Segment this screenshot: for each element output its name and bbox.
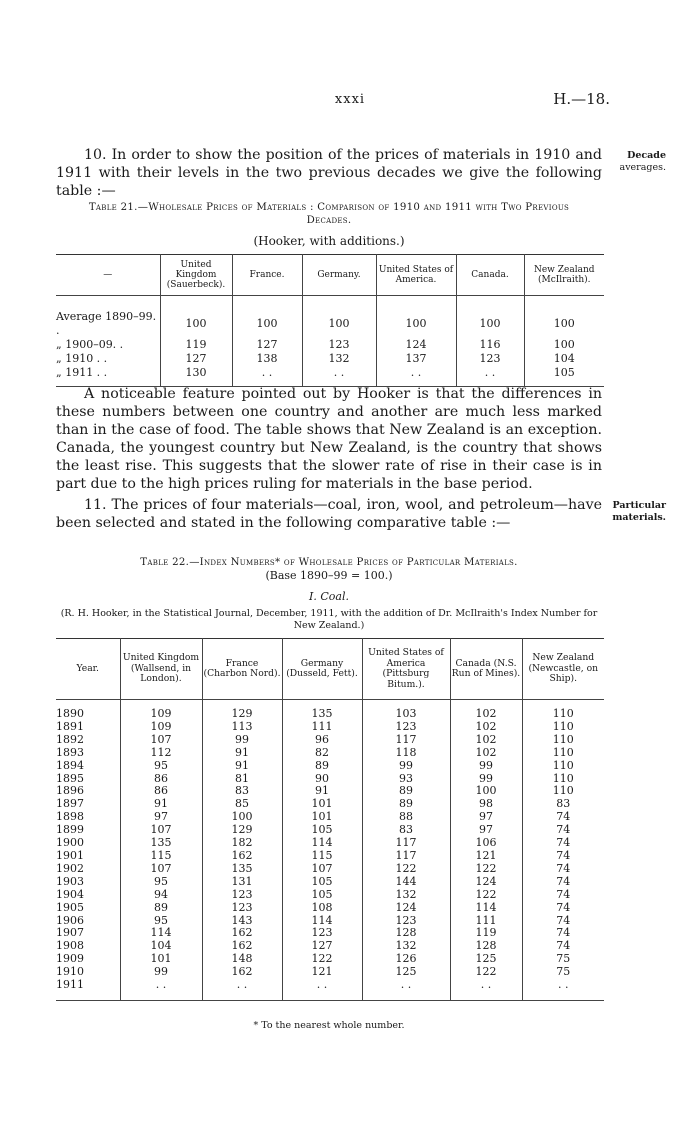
value-cell: 110	[522, 785, 604, 798]
value-cell: 119	[160, 338, 232, 352]
table-22-source	[56, 608, 602, 632]
table-row	[56, 296, 604, 339]
value-cell: 123	[202, 889, 282, 902]
value-cell: 100	[160, 296, 232, 339]
value-cell: 132	[302, 352, 376, 366]
value-cell: 86	[120, 773, 202, 786]
paragraph-noticeable-feature: A noticeable feature pointed out by Hooker is that the differences in these numbers between one country and another are much less marked than in the case of food. The table shows that New Zealand is an exception. Canada, the youngest country but New Zealand, is the country that shows the least rise. This suggests that the slower rate of rise in their case is in part due to the high prices ruling for materials in the base period.	[56, 386, 602, 492]
row-label-cell: 1895	[56, 771, 84, 785]
page-number: xxxi	[334, 92, 366, 107]
value-cell: 115	[282, 850, 362, 863]
value-cell: 89	[362, 785, 450, 798]
margin-note-particular-materials	[606, 500, 666, 524]
column-header: United States of America (Pittsburg Bitum.).	[362, 639, 450, 700]
column-header: Germany.	[302, 255, 376, 296]
column-header: United Kingdom (Wallsend, in London).	[120, 639, 202, 700]
value-cell: 129	[202, 824, 282, 837]
table-row	[56, 889, 604, 902]
value-cell: . .	[362, 979, 450, 1000]
row-label-cell: 1903	[56, 874, 84, 888]
value-cell: 100	[202, 811, 282, 824]
column-header: New Zealand (McIlraith).	[524, 255, 604, 296]
value-cell: 91	[120, 798, 202, 811]
value-cell: 111	[282, 721, 362, 734]
value-cell: 99	[450, 773, 522, 786]
value-cell: 127	[232, 338, 302, 352]
value-cell: 114	[282, 915, 362, 928]
value-cell: 118	[362, 747, 450, 760]
value-cell: 74	[522, 824, 604, 837]
value-cell: 97	[450, 811, 522, 824]
row-label-cell: „ 1911 . .	[56, 366, 108, 379]
value-cell: . .	[450, 979, 522, 1000]
value-cell: 144	[362, 876, 450, 889]
value-cell: 137	[376, 352, 456, 366]
value-cell: 117	[362, 850, 450, 863]
value-cell: 107	[120, 824, 202, 837]
row-label-cell: 1891	[56, 719, 84, 733]
value-cell: 110	[522, 773, 604, 786]
value-cell: 91	[202, 747, 282, 760]
value-cell: 110	[522, 747, 604, 760]
value-cell: 123	[202, 902, 282, 915]
value-cell: 162	[202, 927, 282, 940]
value-cell: 107	[282, 863, 362, 876]
value-cell: . .	[376, 366, 456, 387]
value-cell: 110	[522, 700, 604, 721]
row-label-cell: 1890	[56, 707, 84, 720]
value-cell: 97	[120, 811, 202, 824]
value-cell: . .	[202, 979, 282, 1000]
value-cell: 127	[282, 940, 362, 953]
column-header: Canada.	[456, 255, 524, 296]
row-label-cell: „ 1910 . .	[56, 352, 108, 365]
table-row	[56, 876, 604, 889]
value-cell: 94	[120, 889, 202, 902]
value-cell: . .	[522, 979, 604, 1000]
row-label-cell: 1899	[56, 823, 84, 837]
paragraph-section-11: 11. The prices of four materials—coal, iron, wool, and petroleum—have been selected and stated in the following comparative table :—	[56, 497, 602, 531]
value-cell: 99	[450, 760, 522, 773]
value-cell: 106	[450, 837, 522, 850]
value-cell: 100	[524, 296, 604, 339]
value-cell: 90	[282, 773, 362, 786]
value-cell: 100	[456, 296, 524, 339]
value-cell: 101	[120, 953, 202, 966]
value-cell: 121	[282, 966, 362, 979]
value-cell: 89	[362, 798, 450, 811]
value-cell: 123	[362, 721, 450, 734]
value-cell: . .	[120, 979, 202, 1000]
value-cell: 102	[450, 721, 522, 734]
value-cell: 74	[522, 863, 604, 876]
value-cell: 115	[120, 850, 202, 863]
value-cell: 110	[522, 721, 604, 734]
row-label-cell: 1893	[56, 745, 84, 759]
value-cell: 128	[362, 927, 450, 940]
value-cell: 93	[362, 773, 450, 786]
value-cell: 107	[120, 863, 202, 876]
value-cell: 113	[202, 721, 282, 734]
value-cell: . .	[282, 979, 362, 1000]
value-cell: 132	[362, 889, 450, 902]
value-cell: 121	[450, 850, 522, 863]
value-cell: 124	[376, 338, 456, 352]
value-cell: 138	[232, 352, 302, 366]
value-cell: 98	[450, 798, 522, 811]
value-cell: 100	[450, 785, 522, 798]
table-header-row	[56, 639, 604, 700]
value-cell: . .	[232, 366, 302, 387]
value-cell: 74	[522, 940, 604, 953]
margin-note-line: averages.	[619, 162, 666, 173]
row-label-cell: 1897	[56, 797, 84, 811]
value-cell: . .	[302, 366, 376, 387]
value-cell: 83	[522, 798, 604, 811]
column-header: France.	[232, 255, 302, 296]
value-cell: 126	[362, 953, 450, 966]
value-cell: 89	[282, 760, 362, 773]
column-header: New Zealand (Newcastle, on Ship).	[522, 639, 604, 700]
value-cell: 182	[202, 837, 282, 850]
value-cell: 129	[202, 700, 282, 721]
row-label-cell: 1894	[56, 758, 84, 772]
table-21-title	[56, 201, 602, 227]
row-label-cell: 1896	[56, 784, 84, 798]
value-cell: 74	[522, 850, 604, 863]
value-cell: 128	[450, 940, 522, 953]
table-22-title: Table 22.—Index Numbers* of Wholesale Prices of Particular Materials.	[140, 557, 518, 568]
value-cell: 99	[202, 734, 282, 747]
value-cell: 125	[362, 966, 450, 979]
value-cell: 97	[450, 824, 522, 837]
value-cell: 110	[522, 760, 604, 773]
table-row	[56, 760, 604, 773]
row-label-cell: 1910	[56, 965, 84, 979]
value-cell: 88	[362, 811, 450, 824]
value-cell: 82	[282, 747, 362, 760]
value-cell: 117	[362, 837, 450, 850]
value-cell: 111	[450, 915, 522, 928]
value-cell: 124	[450, 876, 522, 889]
column-header: United Kingdom (Sauerbeck).	[160, 255, 232, 296]
column-header: Canada (N.S. Run of Mines).	[450, 639, 522, 700]
value-cell: 104	[524, 352, 604, 366]
row-label-cell: 1900	[56, 836, 84, 850]
value-cell: 130	[160, 366, 232, 387]
value-cell: 143	[202, 915, 282, 928]
margin-note-decade-averages	[606, 150, 666, 174]
value-cell: 132	[362, 940, 450, 953]
column-header: France (Charbon Nord).	[202, 639, 282, 700]
value-cell: 105	[282, 889, 362, 902]
table-row	[56, 721, 604, 734]
table-21-title-line: Table 21.—Wholesale Prices of Materials : Comparison of 1910 and 1911 with Two Previous	[88, 202, 570, 213]
value-cell: 100	[302, 296, 376, 339]
value-cell: 74	[522, 837, 604, 850]
value-cell: 162	[202, 850, 282, 863]
margin-note-line: materials.	[612, 512, 666, 523]
value-cell: 100	[232, 296, 302, 339]
column-header: —	[103, 270, 113, 280]
value-cell: 109	[120, 700, 202, 721]
table-21	[56, 254, 604, 387]
paragraph-section-10: 10. In order to show the position of the prices of materials in 1910 and 1911 with their levels in the two previous decades we give the following table :—	[56, 147, 602, 199]
value-cell: 105	[282, 876, 362, 889]
value-cell: 100	[524, 338, 604, 352]
value-cell: 122	[362, 863, 450, 876]
table-22-source-line: (R. H. Hooker, in the Statistical Journal, December, 1911, with the addition of Dr. McIlraith's Index Number for	[60, 608, 598, 619]
value-cell: 74	[522, 927, 604, 940]
value-cell: 91	[202, 760, 282, 773]
table-row	[56, 966, 604, 979]
value-cell: 135	[120, 837, 202, 850]
table-row	[56, 773, 604, 786]
value-cell: 91	[282, 785, 362, 798]
table-row	[56, 338, 604, 352]
table-row	[56, 863, 604, 876]
table-row	[56, 979, 604, 1000]
row-label-cell: 1901	[56, 848, 84, 862]
value-cell: 81	[202, 773, 282, 786]
value-cell: 105	[282, 824, 362, 837]
value-cell: 162	[202, 966, 282, 979]
value-cell: 101	[282, 798, 362, 811]
table-22-source-line: New Zealand.)	[293, 620, 365, 631]
value-cell: 99	[120, 966, 202, 979]
value-cell: 122	[450, 966, 522, 979]
value-cell: 114	[450, 902, 522, 915]
value-cell: 86	[120, 785, 202, 798]
value-cell: 109	[120, 721, 202, 734]
table-row	[56, 747, 604, 760]
value-cell: 74	[522, 889, 604, 902]
row-label-cell: 1892	[56, 732, 84, 746]
value-cell: 135	[282, 700, 362, 721]
column-header: United States of America.	[376, 255, 456, 296]
value-cell: 100	[376, 296, 456, 339]
column-header: Germany (Dusseld, Fett).	[282, 639, 362, 700]
row-label-cell: 1907	[56, 926, 84, 940]
value-cell: 123	[456, 352, 524, 366]
value-cell: 135	[202, 863, 282, 876]
margin-note-line: Particular	[612, 500, 666, 511]
value-cell: 112	[120, 747, 202, 760]
value-cell: 104	[120, 940, 202, 953]
value-cell: 122	[282, 953, 362, 966]
table-header-row	[56, 255, 604, 296]
margin-note-line: Decade	[627, 150, 666, 161]
value-cell: 75	[522, 953, 604, 966]
value-cell: 83	[202, 785, 282, 798]
value-cell: 117	[362, 734, 450, 747]
value-cell: 74	[522, 876, 604, 889]
value-cell: 103	[362, 700, 450, 721]
value-cell: 96	[282, 734, 362, 747]
value-cell: 122	[450, 889, 522, 902]
value-cell: 83	[362, 824, 450, 837]
table-row	[56, 700, 604, 721]
value-cell: 124	[362, 902, 450, 915]
value-cell: 114	[282, 837, 362, 850]
value-cell: 74	[522, 902, 604, 915]
row-label-cell: 1902	[56, 861, 84, 875]
row-label-cell: 1904	[56, 887, 84, 901]
value-cell: 110	[522, 734, 604, 747]
value-cell: 75	[522, 966, 604, 979]
row-label-cell: 1911	[56, 978, 84, 992]
value-cell: 95	[120, 760, 202, 773]
value-cell: 122	[450, 863, 522, 876]
value-cell: 107	[120, 734, 202, 747]
value-cell: 114	[120, 927, 202, 940]
table-22-base: (Base 1890–99 = 100.)	[265, 569, 393, 582]
row-label-cell: „ 1900–09. .	[56, 338, 124, 351]
value-cell: 102	[450, 700, 522, 721]
value-cell: 162	[202, 940, 282, 953]
value-cell: 74	[522, 915, 604, 928]
column-header: Year.	[76, 662, 99, 674]
table-row	[56, 734, 604, 747]
table-row	[56, 366, 604, 387]
value-cell: 123	[362, 915, 450, 928]
table-22	[56, 638, 604, 1001]
row-label-cell: Average 1890–99. .	[56, 310, 157, 337]
footnote: * To the nearest whole number.	[253, 1020, 405, 1031]
value-cell: 123	[302, 338, 376, 352]
value-cell: 74	[522, 811, 604, 824]
row-label-cell: 1909	[56, 952, 84, 966]
value-cell: 102	[450, 734, 522, 747]
value-cell: 131	[202, 876, 282, 889]
row-label-cell: 1906	[56, 913, 84, 927]
value-cell: . .	[456, 366, 524, 387]
value-cell: 105	[524, 366, 604, 387]
table-21-title-line: Decades.	[306, 215, 352, 226]
value-cell: 89	[120, 902, 202, 915]
value-cell: 95	[120, 876, 202, 889]
table-21-source: (Hooker, with additions.)	[253, 234, 405, 248]
value-cell: 102	[450, 747, 522, 760]
value-cell: 85	[202, 798, 282, 811]
value-cell: 116	[456, 338, 524, 352]
table-row	[56, 902, 604, 915]
row-label-cell: 1898	[56, 810, 84, 824]
value-cell: 127	[160, 352, 232, 366]
value-cell: 99	[362, 760, 450, 773]
value-cell: 119	[450, 927, 522, 940]
table-row	[56, 352, 604, 366]
document-code: H.—18.	[553, 90, 610, 108]
value-cell: 123	[282, 927, 362, 940]
row-label-cell: 1905	[56, 900, 84, 914]
table-row	[56, 850, 604, 863]
value-cell: 95	[120, 915, 202, 928]
value-cell: 125	[450, 953, 522, 966]
value-cell: 148	[202, 953, 282, 966]
value-cell: 108	[282, 902, 362, 915]
table-22-subtitle: I. Coal.	[309, 590, 349, 603]
value-cell: 101	[282, 811, 362, 824]
row-label-cell: 1908	[56, 939, 84, 953]
